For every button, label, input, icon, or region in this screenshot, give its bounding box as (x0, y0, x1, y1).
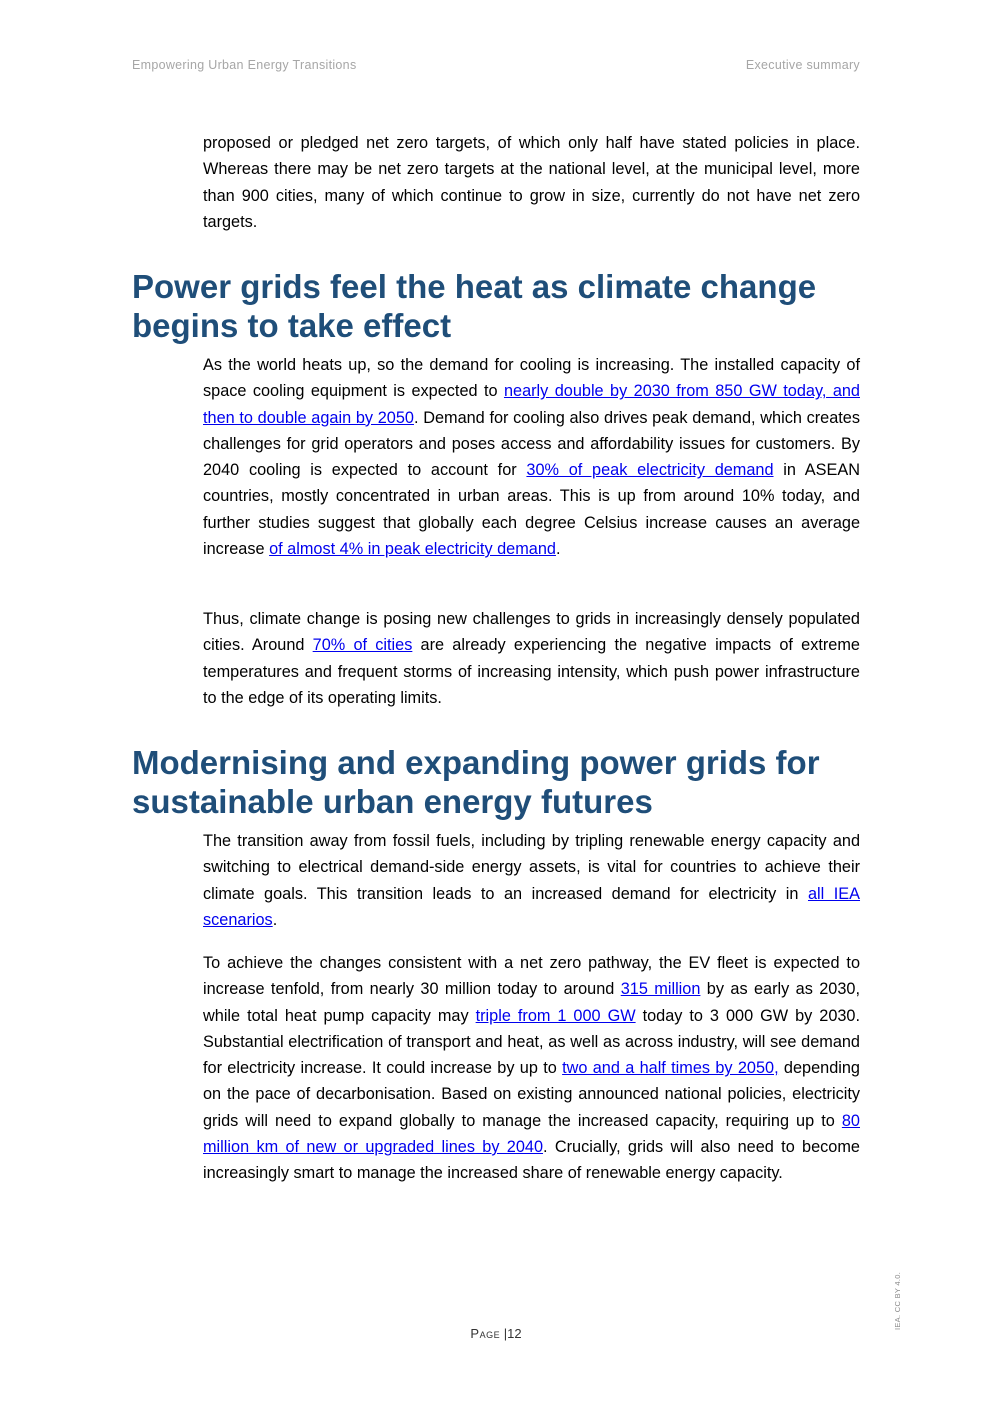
header-section-title: Executive summary (745, 58, 860, 72)
text-run: Thus, climate change is posing new challenges to grids in increasingly densely populated cities. Around (203, 610, 860, 655)
text-run: The transition away from fossil fuels, including by tripling renewable energy capacity and switching to electrical demand-side energy assets, is vital for countries to achieve their climate goals. This transition leads to an increased demand for electricity in (203, 832, 860, 903)
text-run: As the world heats up, so the demand for cooling is increasing. The installed capacity of space cooling equipment is expected to (203, 356, 860, 401)
text-run: . Crucially, grids will also need to become increasingly smart to manage the increased share of renewable energy capacity. (203, 1138, 860, 1183)
link-ev-fleet[interactable]: 315 million (620, 980, 701, 999)
page-label: Page (470, 1326, 501, 1341)
link-peak-demand-asean[interactable]: 30% of peak electricity demand (526, 461, 774, 480)
page-number (0, 1326, 992, 1341)
text-run: in ASEAN countries, mostly concentrated in urban areas. This is up from around 10% today, and further studies suggest that globally each degree Celsius increase causes an average increase (203, 461, 860, 559)
intro-paragraph-text: proposed or pledged net zero targets, of which only half have stated policies in place. Whereas there may be net zero targets at the national level, at the municipal level, more than 900 cities, many of which continue to grow in size, currently do not have net zero targets. (203, 134, 860, 231)
text-run: today to 3 000 GW by 2030. Substantial electrification of transport and heat, as well as across industry, will see demand for electricity increase. It could increase by up to (203, 1006, 861, 1078)
link-cooling-capacity[interactable]: nearly double by 2030 from 850 GW today, and then to double again by 2050 (203, 382, 860, 427)
link-iea-scenarios[interactable]: all IEA scenarios (203, 884, 861, 929)
text-run: . Demand for cooling also drives peak demand, which creates challenges for grid operators and poses access and affordability issues for customers. By 2040 cooling is expected to account for (203, 408, 860, 480)
section2-heading: Modernising and expanding power grids for sustainable urban energy futures (132, 744, 820, 820)
section2-paragraph-2 (203, 950, 860, 1187)
text-run: . (272, 910, 278, 929)
link-grid-lines-2040[interactable]: 80 million km of new or upgraded lines by 2040 (203, 1111, 860, 1157)
text-run: To achieve the changes consistent with a net zero pathway, the EV fleet is expected to increase tenfold, from nearly 30 million today to around (203, 954, 860, 999)
text-run: by as early as 2030, while total heat pump capacity may (203, 980, 860, 1025)
intro-paragraph (203, 130, 860, 235)
section1-heading: Power grids feel the heat as climate change begins to take effect (132, 268, 817, 344)
text-run: . (555, 540, 561, 559)
section1-paragraph-2 (203, 606, 860, 711)
page-separator: | (503, 1326, 508, 1341)
header-report-title: Empowering Urban Energy Transitions (132, 58, 357, 72)
text-run: are already experiencing the negative impacts of extreme temperatures and frequent storms of increasing intensity, which push power infrastructure to the edge of its operating limits. (203, 636, 860, 707)
link-peak-demand-increase[interactable]: of almost 4% in peak electricity demand (269, 540, 556, 559)
section2-paragraph-1 (203, 828, 860, 933)
page-number-value: 12 (507, 1326, 522, 1341)
text-run: depending on the pace of decarbonisation. Based on existing announced national policies, electricity grids will need to expand globally to manage the increased capacity, requiring up to (203, 1059, 860, 1130)
link-cities-share[interactable]: 70% of cities (312, 636, 413, 655)
license-notice: IEA. CC BY 4.0. (893, 1271, 902, 1330)
running-header (132, 58, 860, 78)
link-heat-pump-capacity[interactable]: triple from 1 000 GW (475, 1006, 636, 1025)
section1-paragraph-1 (203, 352, 860, 562)
link-electricity-demand-2050[interactable]: two and a half times by 2050, (562, 1059, 779, 1078)
